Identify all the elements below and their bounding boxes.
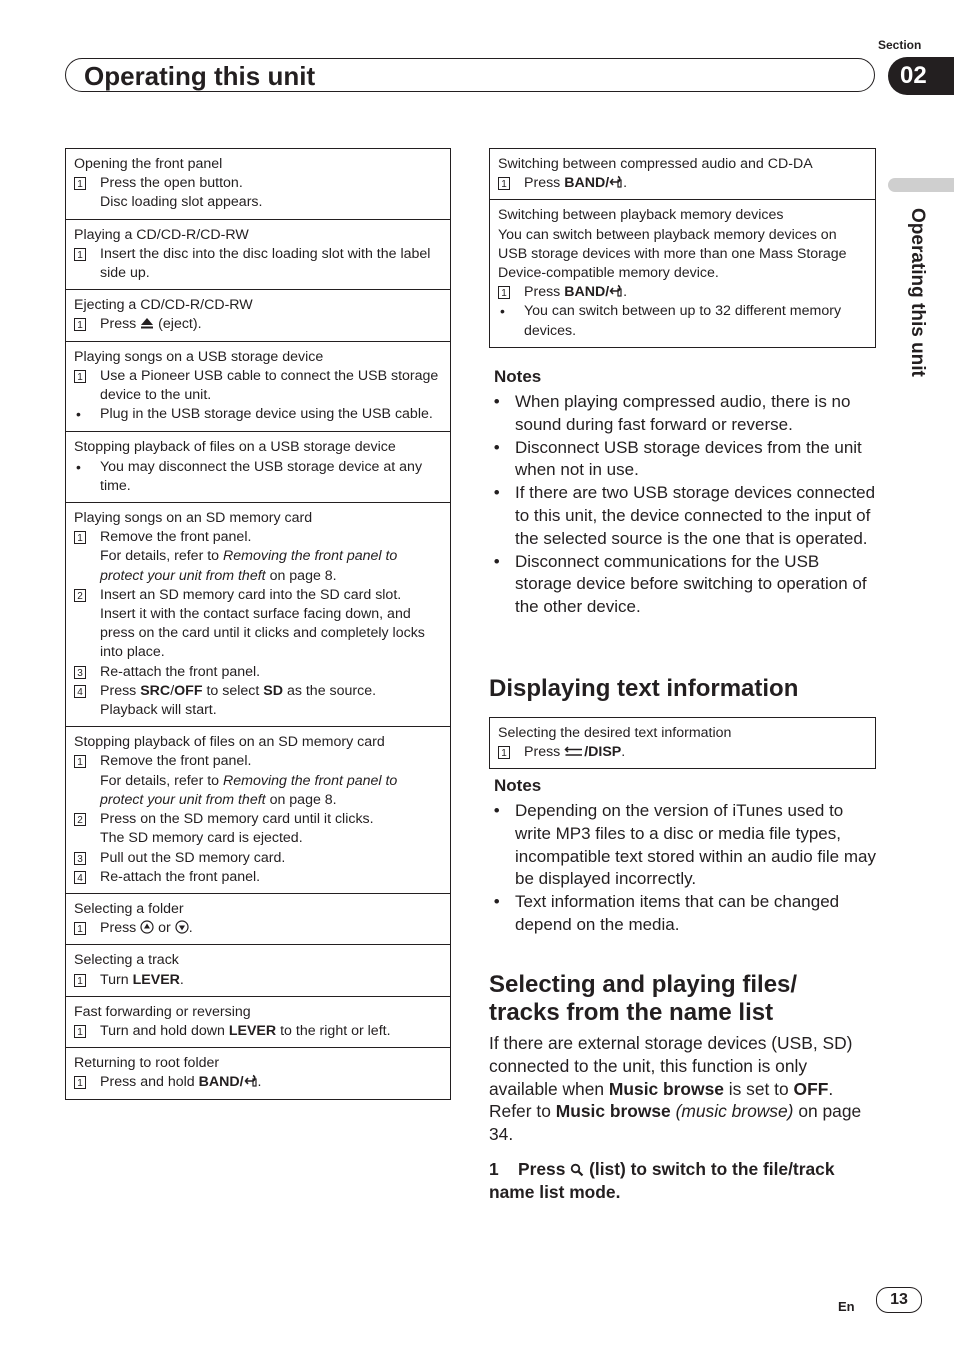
- step-row: [74, 367, 442, 405]
- side-tab-marker: [888, 178, 954, 192]
- step-row: [498, 283, 867, 302]
- step-row: [74, 458, 442, 496]
- list-item: • Disconnect communications for the USB storage device before switching to operation of the other device.: [489, 551, 879, 619]
- step-text: as the source.: [286, 682, 377, 699]
- cell-title: Selecting a folder: [74, 900, 184, 917]
- note-text: If there are two USB storage devices connected to this unit, the device connected to the input of the selected source is the one that is operated.: [515, 483, 876, 548]
- step-text: Press: [524, 744, 561, 761]
- cell-title: Stopping playback of files on an SD memory card: [74, 734, 385, 751]
- cell-title: Selecting the desired text information: [498, 725, 732, 741]
- step-text: You can switch between up to 32 different memory devices.: [524, 303, 842, 339]
- cell-title: Opening the front panel: [74, 156, 223, 172]
- cell-title: Playing songs on an SD memory card: [74, 510, 313, 527]
- step-text: Press: [524, 175, 561, 192]
- step-text: /: [170, 682, 175, 699]
- notes-heading: Notes: [494, 776, 542, 795]
- step-number: 1: [74, 755, 86, 768]
- eject-icon: [140, 316, 154, 330]
- step-number: 1: [74, 177, 86, 190]
- step-text: You may disconnect the USB storage device at any time.: [100, 458, 423, 494]
- bullet: •: [76, 458, 81, 475]
- step-row: [498, 302, 867, 340]
- step-text: .: [623, 175, 628, 192]
- step-row: [74, 663, 442, 682]
- back-arrow-icon: [244, 1074, 258, 1088]
- step-number: 4: [74, 871, 86, 884]
- step-number: 1: [498, 746, 510, 759]
- table-cell: [66, 996, 450, 1047]
- table-cell: [66, 726, 450, 893]
- page-number: 13: [876, 1287, 922, 1313]
- heading-line: Selecting and playing files/: [489, 971, 798, 998]
- key-label: SD: [263, 682, 283, 699]
- step-number: 1: [74, 1076, 86, 1089]
- step-row: [74, 701, 442, 720]
- table-cell: [66, 1047, 450, 1098]
- menu-term: Music browse: [555, 1101, 671, 1122]
- step-text: (list) to switch to the file/track name list mode.: [489, 1159, 835, 1202]
- step-row: [74, 174, 442, 193]
- step-text: Press the open button.: [100, 175, 243, 192]
- step-text: .: [257, 1074, 262, 1091]
- cell-title: Playing a CD/CD-R/CD-RW: [74, 226, 249, 243]
- step-text: to the right or left.: [280, 1022, 391, 1039]
- cell-intro: You can switch between playback memory devices on USB storage devices with more than one Mass Storage Device-compatible memory device.: [498, 226, 847, 282]
- step-text: Press: [518, 1159, 566, 1179]
- step-number: 1: [498, 286, 510, 299]
- return-arrow-icon: [564, 744, 584, 758]
- key-label: SRC: [140, 682, 171, 699]
- step-text: on page 8.: [269, 791, 337, 808]
- menu-term: OFF: [793, 1078, 829, 1099]
- key-label: LEVER: [228, 1022, 277, 1039]
- step-row: [498, 743, 867, 762]
- step-number: 1: [74, 248, 86, 261]
- step-text: or: [158, 920, 171, 937]
- table-cell: [66, 341, 450, 432]
- table-cell: [66, 893, 450, 944]
- cross-reference: Removing the front panel to protect your unit from theft: [100, 772, 398, 808]
- step-text: Turn and hold down: [100, 1022, 225, 1039]
- note-text: Text information items that can be changed depend on the media.: [515, 892, 840, 934]
- step-row: [74, 586, 442, 605]
- step-text: to select: [206, 682, 260, 699]
- language-label: En: [838, 1299, 855, 1314]
- table-cell: [490, 199, 875, 346]
- step-text: Re-attach the front panel.: [100, 868, 261, 885]
- back-arrow-icon: [609, 284, 623, 298]
- step-row: [74, 245, 442, 283]
- key-label: /DISP: [584, 744, 622, 761]
- cell-title: Stopping playback of files on a USB storage device: [74, 439, 396, 456]
- body-paragraph: [489, 1032, 879, 1146]
- step-text: Turn: [100, 971, 129, 988]
- step-text: Press: [100, 920, 137, 937]
- section-label: Section: [878, 38, 922, 52]
- step-row: [74, 919, 442, 938]
- para-text: If there are external storage devices (USB, SD) connected to the unit, this function is only available when: [489, 1033, 853, 1099]
- para-text: . Refer to: [489, 1078, 834, 1122]
- step-text: For details, refer to: [100, 548, 220, 565]
- table-cell: [66, 431, 450, 502]
- step-number: 4: [74, 685, 86, 698]
- bullet: •: [76, 406, 81, 423]
- step-text: .: [623, 284, 628, 301]
- key-label: OFF: [174, 682, 203, 699]
- step-number: 3: [74, 666, 86, 679]
- cell-title: Fast forwarding or reversing: [74, 1003, 251, 1020]
- notes-heading: Notes: [494, 367, 542, 386]
- key-label: BAND/: [198, 1074, 244, 1091]
- step-text: Re-attach the front panel.: [100, 663, 261, 680]
- step-row: [74, 315, 442, 334]
- step-text: Press on the SD memory card until it clicks.: [100, 811, 374, 828]
- side-section-label: Operating this unit: [907, 208, 928, 377]
- notes-list: [489, 391, 879, 619]
- step-text: Playback will start.: [100, 702, 217, 719]
- cell-title: Switching between compressed audio and CD-DA: [498, 156, 813, 172]
- step-row: [498, 174, 867, 193]
- step-number: 1: [74, 922, 86, 935]
- step-row: [74, 547, 442, 585]
- step-text: The SD memory card is ejected.: [100, 830, 303, 847]
- section-heading: Displaying text information: [489, 675, 799, 702]
- step-number: 3: [74, 852, 86, 865]
- menu-term: Music browse: [608, 1078, 724, 1099]
- back-arrow-icon: [609, 175, 623, 189]
- step-text: Disc loading slot appears.: [100, 194, 263, 211]
- cell-title: Selecting a track: [74, 952, 179, 969]
- instruction-table-right: [489, 148, 876, 348]
- step-text: (eject).: [158, 316, 202, 333]
- table-cell: [66, 219, 450, 290]
- step-text: Insert an SD memory card into the SD card slot.: [100, 586, 402, 603]
- table-cell: [490, 149, 875, 199]
- step-number: 1: [74, 1025, 86, 1038]
- step-row: [74, 605, 442, 663]
- step-row: [74, 849, 442, 868]
- step-text: Press: [100, 682, 137, 699]
- step-number: 1: [74, 318, 86, 331]
- notes-list: [489, 800, 879, 937]
- note-text: Depending on the version of iTunes used to write MP3 files to a disc or media file types, incompatible text stored within an audio file may be displayed incorrectly.: [515, 801, 876, 889]
- step-text: on page 8.: [269, 567, 337, 584]
- step-number: 1: [74, 531, 86, 544]
- step-row: [74, 682, 442, 701]
- note-text: When playing compressed audio, there is no sound during fast forward or reverse.: [515, 392, 851, 434]
- list-item: • Depending on the version of iTunes used to write MP3 files to a disc or media file types, incompatible text stored within an audio file may be displayed incorrectly.: [489, 800, 879, 891]
- note-text: Disconnect USB storage devices from the unit when not in use.: [515, 437, 862, 480]
- table-cell: [66, 944, 450, 995]
- step-text: Use a Pioneer USB cable to connect the USB storage device to the unit.: [100, 367, 439, 404]
- step-text: .: [621, 744, 626, 761]
- instruction-table-display: [489, 717, 876, 769]
- step-number: 1: [74, 370, 86, 383]
- step-text: Remove the front panel.: [100, 529, 252, 546]
- list-item: • When playing compressed audio, there is no sound during fast forward or reverse.: [489, 391, 879, 437]
- step-row: [74, 971, 442, 990]
- table-cell: [66, 502, 450, 726]
- step-row: [74, 829, 442, 848]
- step-row: [74, 193, 442, 212]
- section-heading: [489, 971, 879, 1027]
- cross-reference: Removing the front panel to protect your unit from theft: [100, 548, 398, 584]
- step-text: Press: [524, 284, 561, 301]
- step-text: Pull out the SD memory card.: [100, 849, 286, 866]
- table-cell: [66, 149, 450, 219]
- cell-title: Returning to root folder: [74, 1055, 220, 1072]
- table-cell: [490, 718, 875, 768]
- note-text: Disconnect communications for the USB storage device before switching to operation of the other device.: [515, 551, 867, 617]
- bullet: •: [500, 303, 505, 320]
- step-text: Plug in the USB storage device using the USB cable.: [100, 406, 433, 423]
- cell-title: Ejecting a CD/CD-R/CD-RW: [74, 297, 253, 314]
- page-title: Operating this unit: [84, 61, 316, 91]
- list-item: • Text information items that can be changed depend on the media.: [489, 891, 879, 937]
- step-row: [74, 772, 442, 810]
- down-arrow-button-icon: [175, 920, 189, 934]
- step-number: 2: [74, 813, 86, 826]
- step-text: Insert the disc into the disc loading slot with the label side up.: [100, 245, 431, 282]
- para-text: is set to: [728, 1078, 789, 1099]
- key-label: LEVER: [132, 971, 180, 988]
- step-number: 1: [74, 974, 86, 987]
- key-label: BAND/: [564, 175, 610, 192]
- up-arrow-button-icon: [140, 920, 154, 934]
- menu-term-italic: (music browse): [675, 1101, 794, 1122]
- step-row: [74, 752, 442, 771]
- list-item: • If there are two USB storage devices connected to this unit, the device connected to the input of the selected source is the one that is operated.: [489, 482, 879, 550]
- step-number: 1: [498, 177, 510, 190]
- step-text: Press: [100, 316, 137, 333]
- section-number-badge: 02: [888, 57, 954, 95]
- step-row: [74, 528, 442, 547]
- cell-title: Switching between playback memory devices: [498, 207, 784, 224]
- step-number: 1: [489, 1159, 499, 1179]
- step-row: [74, 405, 442, 425]
- list-item: • Disconnect USB storage devices from the unit when not in use.: [489, 437, 879, 483]
- step-text: .: [179, 971, 184, 988]
- step-row: [74, 868, 442, 887]
- search-list-icon: [570, 1163, 584, 1177]
- step-row: [74, 1022, 442, 1041]
- step-number: 2: [74, 589, 86, 602]
- step-text: For details, refer to: [100, 772, 220, 789]
- step-text: Remove the front panel.: [100, 753, 252, 770]
- cell-title: Playing songs on a USB storage device: [74, 348, 324, 365]
- heading-line: tracks from the name list: [489, 999, 774, 1026]
- para-text: on page 34.: [489, 1101, 862, 1145]
- step-row: [74, 1073, 442, 1092]
- step-text: .: [188, 920, 193, 937]
- step-text: Press and hold: [100, 1074, 195, 1091]
- step-row: [74, 810, 442, 829]
- key-label: BAND/: [564, 284, 610, 301]
- step-text: Insert it with the contact surface facing down, and press on the card until it clicks and completely locks into place.: [100, 606, 425, 661]
- table-cell: [66, 289, 450, 340]
- numbered-step: [489, 1158, 879, 1204]
- instruction-table-left: [65, 148, 451, 1100]
